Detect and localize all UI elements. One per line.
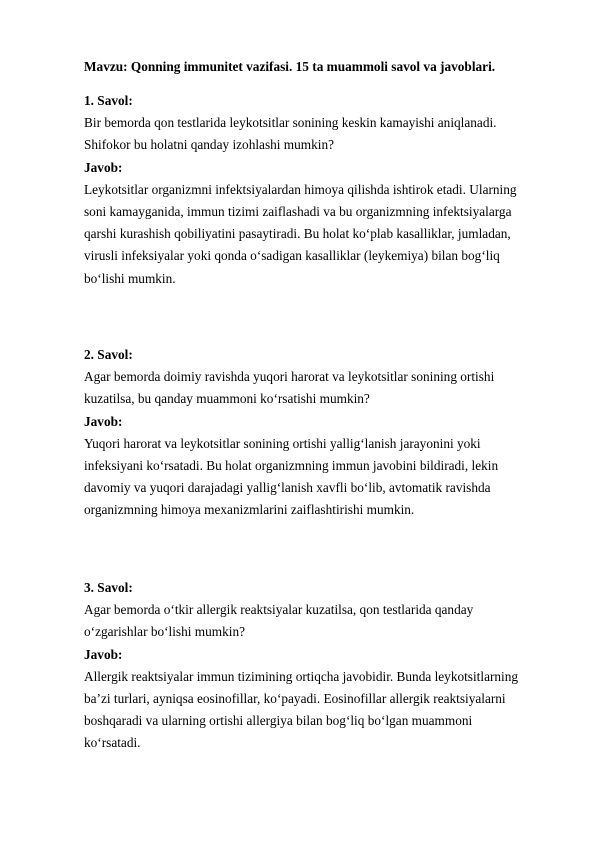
question-line: Agar bemorda o‘tkir allergik reaktsiyalar kuzatilsa, qon testlarida qanday: [84, 602, 474, 618]
answer-line: virusli infeksiyalar yoki qonda o‘sadigan kasalliklar (leykemiya) bilan bog‘liq: [84, 248, 500, 264]
answer-line: Yuqori harorat va leykotsitlar sonining ortishi yallig‘lanish jarayonini yoki: [84, 435, 481, 451]
answer-line: ko‘rsatadi.: [84, 735, 141, 751]
answer-line: davomiy va yuqori darajadagi yallig‘lanish xavfli bo‘lib, avtomatik ravishda: [84, 480, 491, 496]
qa-item-1: [84, 90, 554, 290]
answer-line: qarshi kurashish qobiliyatini pasaytiradi. Bu holat ko‘plab kasalliklar, jumladan,: [84, 226, 511, 242]
answer-heading: Javob:: [84, 646, 123, 662]
answer-line: ba’zi turlari, ayniqsa eosinofillar, ko‘payadi. Eosinofillar allergik reaktsiyalarni: [84, 691, 506, 707]
answer-line: Leykotsitlar organizmni infektsiyalardan himoya qilishda ishtirok etadi. Ularning: [84, 181, 517, 197]
answer-line: soni kamayganida, immun tizimi zaiflashadi va bu organizmning infektsiyalarga: [84, 204, 512, 220]
question-heading: 3. Savol:: [84, 580, 133, 595]
question-line: Shifokor bu holatni qanday izohlashi mumkin?: [84, 137, 335, 153]
answer-line: bo‘lishi mumkin.: [84, 270, 176, 286]
answer-line: Allergik reaktsiyalar immun tizimining ortiqcha javobidir. Bunda leykotsitlarning: [84, 668, 519, 684]
qa-item-3: [84, 577, 554, 755]
question-heading: 2. Savol:: [84, 347, 133, 362]
answer-line: infeksiyani ko‘rsatadi. Bu holat organizmning immun javobini bildiradi, lekin: [84, 458, 499, 474]
answer-line: organizmning himoya mexanizmlarini zaiflashtirishi mumkin.: [84, 502, 415, 518]
answer-heading: Javob:: [84, 413, 123, 429]
question-heading: 1. Savol:: [84, 93, 133, 108]
document-title: Mavzu: Qonning immunitet vazifasi. 15 ta muammoli savol va javoblari.: [84, 59, 496, 74]
question-line: Bir bemorda qon testlarida leykotsitlar sonining keskin kamayishi aniqlanadi.: [84, 115, 497, 131]
answer-line: boshqaradi va ularning ortishi allergiya bilan bog‘liq bo‘lgan muammoni: [84, 713, 473, 729]
question-line: kuzatilsa, bu qanday muammoni ko‘rsatishi mumkin?: [84, 391, 370, 407]
answer-heading: Javob:: [84, 159, 123, 175]
question-line: o‘zgarishlar bo‘lishi mumkin?: [84, 624, 246, 640]
qa-item-2: [84, 344, 554, 522]
question-line: Agar bemorda doimiy ravishda yuqori harorat va leykotsitlar sonining ortishi: [84, 369, 495, 385]
